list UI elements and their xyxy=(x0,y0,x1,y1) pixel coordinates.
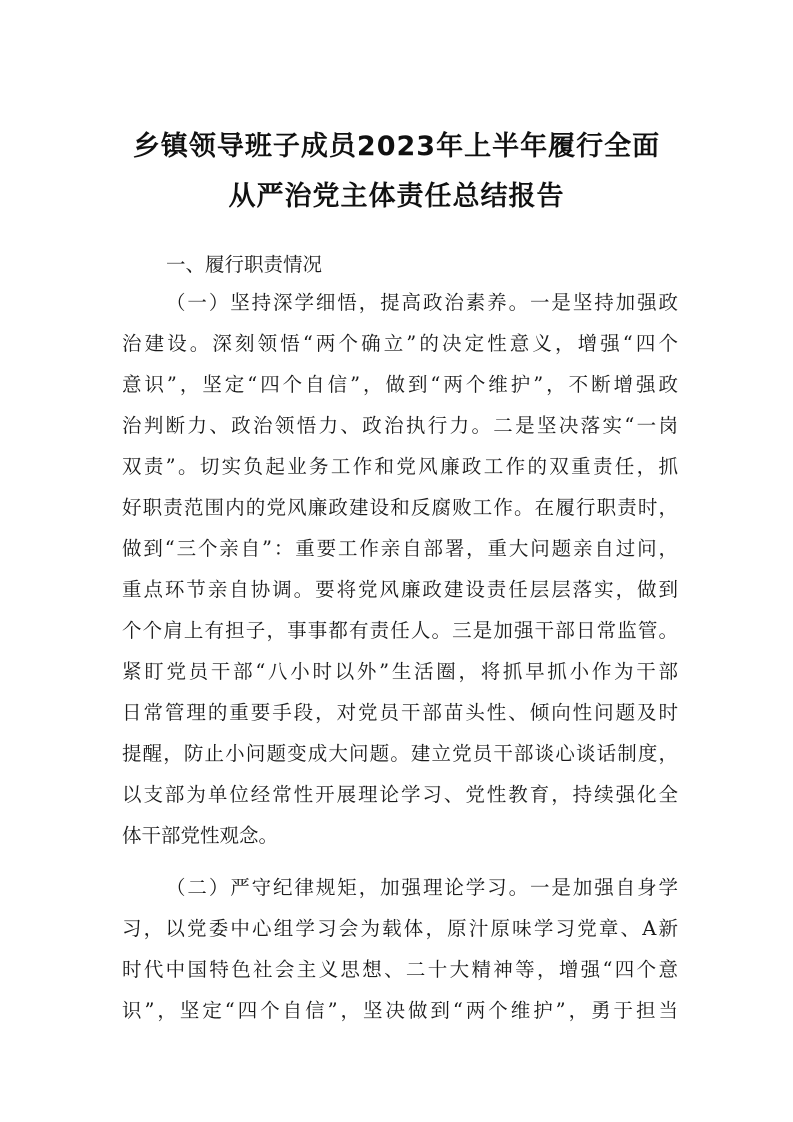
paragraph-2-line-3: 时代中国特色社会主义思想、二十大精神等，增强“四个意 xyxy=(122,958,678,981)
paragraph-2-line-2: 习，以党委中心组学习会为载体，原汁原味学习党章、A新 xyxy=(122,917,678,940)
paragraph-1-line-7: 做到“三个亲自”：重要工作亲自部署，重大问题亲自过问， xyxy=(122,537,678,560)
document-title-line-1: 乡镇领导班子成员2023年上半年履行全面 xyxy=(132,131,661,162)
paragraph-1-line-3: 意识”，坚定“四个自信”，做到“两个维护”，不断增强政 xyxy=(122,373,678,396)
section-heading: 一、履行职责情况 xyxy=(166,253,323,276)
document-title-line-2: 从严治党主体责任总结报告 xyxy=(228,181,565,212)
paragraph-1-line-1: （一）坚持深学细悟，提高政治素养。一是坚持加强政 xyxy=(166,291,678,314)
paragraph-1-line-13: 以支部为单位经常性开展理论学习、党性教育，持续强化全 xyxy=(122,783,678,806)
paragraph-1-line-14: 体干部党性观念。 xyxy=(122,824,279,847)
paragraph-1-line-12: 提醒，防止小问题变成大问题。建立党员干部谈心谈话制度， xyxy=(122,742,678,765)
paragraph-1-line-11: 日常管理的重要手段，对党员干部苗头性、倾向性问题及时 xyxy=(122,701,678,724)
paragraph-1-line-10: 紧盯党员干部“八小时以外”生活圈，将抓早抓小作为干部 xyxy=(122,660,678,683)
paragraph-1-line-6: 好职责范围内的党风廉政建设和反腐败工作。在履行职责时， xyxy=(122,496,678,519)
paragraph-2-line-4: 识”，坚定“四个自信”，坚决做到“两个维护”，勇于担当 xyxy=(122,999,678,1022)
paragraph-1-line-2: 治建设。深刻领悟“两个确立”的决定性意义，增强“四个 xyxy=(122,332,678,355)
paragraph-1-line-5: 双责”。切实负起业务工作和党风廉政工作的双重责任，抓 xyxy=(122,455,678,478)
paragraph-2-line-1: （二）严守纪律规矩，加强理论学习。一是加强自身学 xyxy=(166,876,678,899)
paragraph-1-line-9: 个个肩上有担子，事事都有责任人。三是加强干部日常监管。 xyxy=(122,619,678,642)
paragraph-1-line-4: 治判断力、政治领悟力、政治执行力。二是坚决落实“一岗 xyxy=(122,414,678,437)
paragraph-1-line-8: 重点环节亲自协调。要将党风廉政建设责任层层落实，做到 xyxy=(122,578,678,601)
